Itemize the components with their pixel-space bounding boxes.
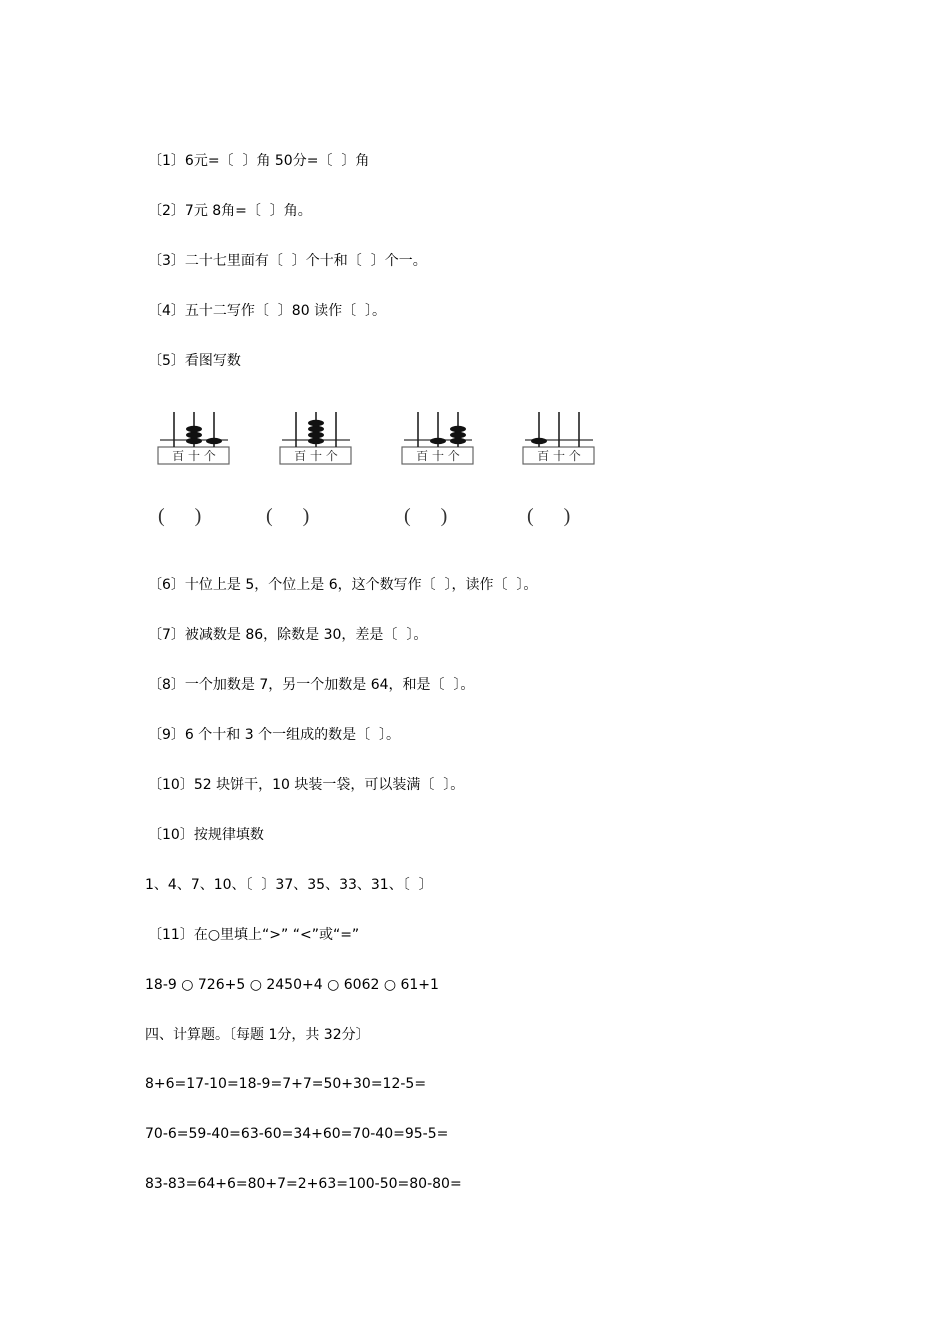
abacus-bead xyxy=(531,438,547,444)
abacus-bead xyxy=(308,426,324,432)
question-7: 〔7〕被减数是 86，除数是 30，差是〔 〕。 xyxy=(148,627,428,643)
comparison-row: 18-9 ○ 726+5 ○ 2450+4 ○ 6062 ○ 61+1 xyxy=(145,977,439,993)
question-3: 〔3〕二十七里面有〔 〕个十和〔 〕个一。 xyxy=(148,253,427,269)
abacus-bead xyxy=(186,432,202,438)
abacus-place-labels: 百 十 个 xyxy=(294,449,338,463)
section-4-heading: 四、计算题。〔每题 1分，共 32分〕 xyxy=(145,1027,370,1043)
abacus-1 xyxy=(156,410,232,466)
abacus-3 xyxy=(400,410,476,466)
abacus-2 xyxy=(278,410,354,466)
abacus-bead xyxy=(430,438,446,444)
question-8: 〔8〕一个加数是 7，另一个加数是 64，和是〔 〕。 xyxy=(148,677,475,693)
abacus-4-svg xyxy=(521,410,597,466)
abacus-bead xyxy=(186,426,202,432)
answer-blank-3: ( ) xyxy=(404,505,448,527)
abacus-bead xyxy=(308,438,324,444)
question-2: 〔2〕7元 8角=〔 〕角。 xyxy=(148,203,312,219)
abacus-bead xyxy=(308,420,324,426)
question-6: 〔6〕十位上是 5，个位上是 6，这个数写作〔 〕，读作〔 〕。 xyxy=(148,577,538,593)
question-1: 〔1〕6元=〔 〕角 50分=〔 〕角 xyxy=(148,153,370,169)
answer-blank-1: ( ) xyxy=(158,505,202,527)
abacus-place-labels: 百 十 个 xyxy=(537,449,581,463)
abacus-place-labels: 百 十 个 xyxy=(172,449,216,463)
abacus-bead xyxy=(308,432,324,438)
answer-blank-4: ( ) xyxy=(527,505,571,527)
question-4: 〔4〕五十二写作〔 〕80 读作〔 〕。 xyxy=(148,303,386,319)
question-10-pattern: 〔10〕按规律填数 xyxy=(148,827,264,843)
calc-row-2: 70-6=59-40=63-60=34+60=70-40=95-5= xyxy=(145,1126,449,1142)
question-5: 〔5〕看图写数 xyxy=(148,353,241,369)
answer-blank-2: ( ) xyxy=(266,505,310,527)
question-10: 〔10〕52 块饼干，10 块装一袋，可以装满〔 〕。 xyxy=(148,777,465,793)
abacus-4 xyxy=(521,410,597,466)
question-11: 〔11〕在○里填上“>” “<”或“=” xyxy=(148,927,360,943)
abacus-bead xyxy=(450,438,466,444)
question-9: 〔9〕6 个十和 3 个一组成的数是〔 〕。 xyxy=(148,727,400,743)
abacus-bead xyxy=(450,432,466,438)
abacus-bead xyxy=(186,438,202,444)
abacus-bead xyxy=(450,426,466,432)
pattern-sequence: 1、4、7、10、〔 〕37、35、33、31、〔 〕 xyxy=(145,877,433,893)
calc-row-3: 83-83=64+6=80+7=2+63=100-50=80-80= xyxy=(145,1176,462,1192)
abacus-bead xyxy=(206,438,222,444)
abacus-1-svg xyxy=(156,410,232,466)
abacus-2-svg xyxy=(278,410,354,466)
abacus-3-svg xyxy=(400,410,476,466)
abacus-place-labels: 百 十 个 xyxy=(416,449,460,463)
calc-row-1: 8+6=17-10=18-9=7+7=50+30=12-5= xyxy=(145,1076,427,1092)
